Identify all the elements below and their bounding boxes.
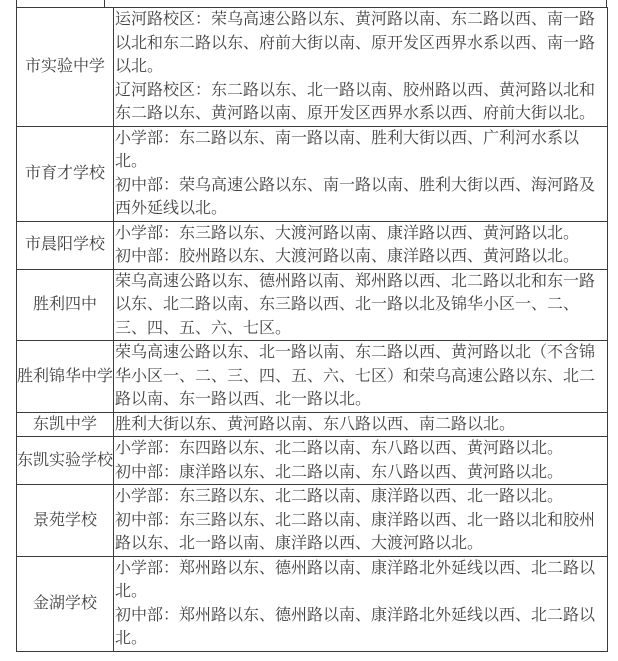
school-name-cell: 金湖学校: [17, 556, 114, 651]
table-top-partial-row: [16, 0, 607, 7]
table-row: [17, 8, 608, 127]
boundary-paragraph: 初中部：胶州路以东、大渡河路以南、康洋路以西、黄河路以北。: [115, 248, 580, 265]
table-row: [17, 126, 608, 221]
boundary-paragraph: 初中部：东三路以东、北二路以南、康洋路以西、北一路以北和胶州路以东、北一路以南、康洋路以西、大渡河路以北。: [115, 511, 596, 552]
boundary-paragraph: 小学部：郑州路以东、德州路以南、康洋路北外延线以西、北二路以北。: [115, 559, 596, 600]
table-row: [17, 341, 608, 413]
school-name-cell: 胜利四中: [17, 269, 114, 341]
table-row: [17, 437, 608, 485]
school-name-cell: 胜利锦华中学: [17, 341, 114, 413]
school-district-table-body: [17, 8, 608, 652]
table-row: [17, 412, 608, 437]
table-row: [17, 269, 608, 341]
school-name-cell: 市育才学校: [17, 126, 114, 221]
district-boundary-cell: [114, 341, 608, 413]
boundary-paragraph: 小学部：东四路以东、北二路以南、东八路以西、黄河路以北。: [115, 440, 564, 457]
school-name-cell: 市实验中学: [17, 8, 114, 127]
boundary-paragraph: 荣乌高速公路以东、德州路以南、郑州路以西、北二路以北和东一路以东、北二路以南、东三路以西、北一路以北及锦华小区一、二、三、四、五、六、七区。: [115, 272, 596, 337]
boundary-paragraph: 初中部：郑州路以东、德州路以南、康洋路北外延线以西、北二路以北。: [115, 606, 596, 647]
table-top-partial-row-divider: [104, 0, 105, 7]
boundary-paragraph: 胜利大街以东、黄河路以南、东八路以西、南二路以北。: [115, 415, 516, 433]
district-boundary-cell: [114, 485, 608, 557]
district-boundary-cell: [114, 126, 608, 221]
boundary-paragraph: 小学部：东二路以东、南一路以南、胜利大街以西、广利河水系以北。: [115, 129, 580, 170]
boundary-paragraph: 辽河路校区：东二路以东、北一路以南、胶州路以西、黄河路以北和东二路以东、黄河路以南、原开发区西界水系以西、府前大街以北。: [115, 81, 596, 122]
table-row: [17, 556, 608, 651]
table-row: [17, 221, 608, 269]
district-boundary-cell: [114, 556, 608, 651]
table-row: [17, 485, 608, 557]
school-name-cell: 东凯实验学校: [17, 437, 114, 485]
school-district-table: [16, 7, 608, 652]
boundary-paragraph: 初中部：荣乌高速公路以东、南一路以南、胜利大街以西、海河路及西外延线以北。: [115, 176, 596, 217]
school-name-cell: 景苑学校: [17, 485, 114, 557]
district-boundary-cell: [114, 221, 608, 269]
boundary-paragraph: 运河路校区：荣乌高速公路以东、黄河路以南、东二路以西、南一路以北和东二路以东、府前大街以南、原开发区西界水系以西、南一路以北。: [115, 11, 596, 75]
district-boundary-cell: [114, 8, 608, 127]
school-name-cell: 市晨阳学校: [17, 221, 114, 269]
boundary-paragraph: 初中部：康洋路以东、北二路以南、东八路以西、黄河路以北。: [115, 463, 564, 481]
boundary-paragraph: 小学部：东三路以东、北二路以南、康洋路以西、北一路以北。: [115, 488, 564, 505]
district-boundary-cell: [114, 437, 608, 485]
district-boundary-cell: [114, 412, 608, 437]
boundary-paragraph: 小学部：东三路以东、大渡河路以南、康洋路以西、黄河路以北。: [115, 224, 580, 242]
district-boundary-cell: [114, 269, 608, 341]
school-name-cell: 东凯中学: [17, 412, 114, 437]
boundary-paragraph: 荣乌高速公路以东、北一路以南、东二路以西、黄河路以北（不含锦华小区一、二、三、四、五、六、七区）和荣乌高速公路以东、北二路以南、东一路以西、北一路以北。: [115, 344, 596, 408]
